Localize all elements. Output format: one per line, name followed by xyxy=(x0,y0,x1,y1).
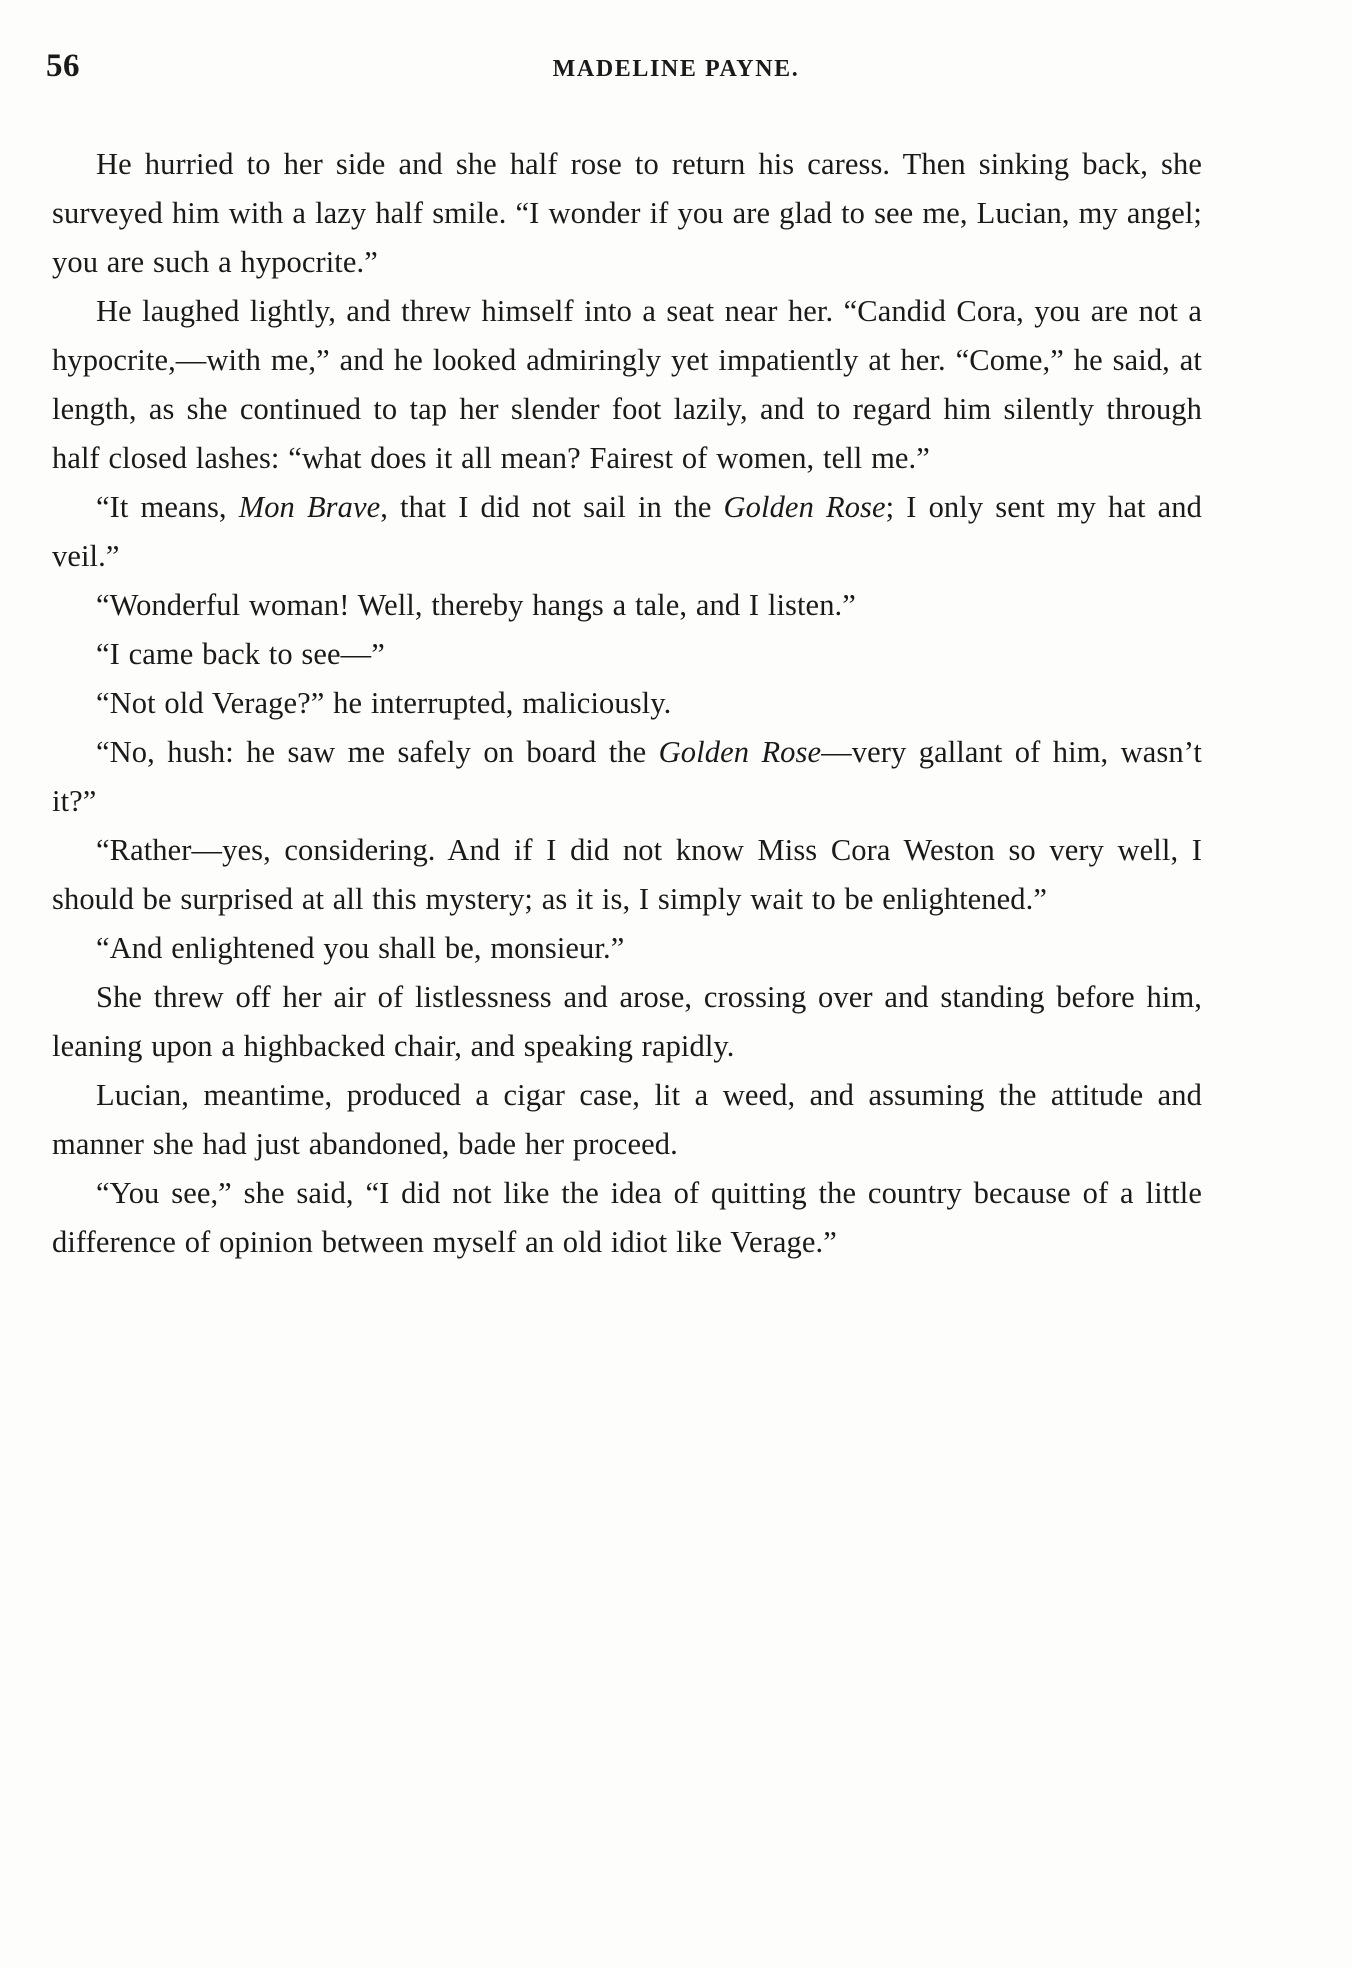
page-number: 56 xyxy=(46,48,80,84)
paragraph: “And enlightened you shall be, monsieur.” xyxy=(96,931,625,965)
paragraph: He hurried to her side and she half rose to return his caress. Then sinking back, she surveyed him with a lazy half smile. “I wonder if you are glad to see me, Lucian, my angel; you are such a hypocrite.” xyxy=(52,147,1202,279)
paragraph: “Rather—yes, considering. And if I did not know Miss Cora Weston so very well, I should be surprised at all this mystery; as it is, I simply wait to be enlightened.” xyxy=(52,833,1202,916)
paragraph: “Wonderful woman! Well, thereby hangs a tale, and I listen.” xyxy=(96,588,856,622)
paragraph: “Not old Verage?” he interrupted, maliciously. xyxy=(96,686,672,720)
paragraph: He laughed lightly, and threw himself into a seat near her. “Candid Cora, you are not a hypocrite,—with me,” and he looked admiringly yet impatiently at her. “Come,” he said, at length, as she continued to tap her slender foot lazily, and to regard him silently through half closed lashes: “what does it all mean? Fairest of women, tell me.” xyxy=(52,294,1202,475)
paragraph: “I came back to see—” xyxy=(96,637,385,671)
paragraph: “It means, Mon Brave, that I did not sail in the Golden Rose; I only sent my hat and veil.” xyxy=(52,490,1202,573)
paragraph: She threw off her air of listlessness and arose, crossing over and standing before him, leaning upon a highbacked chair, and speaking rapidly. xyxy=(52,980,1202,1063)
page-header xyxy=(0,48,1352,88)
page-body xyxy=(52,140,1202,1267)
running-head: MADELINE PAYNE. xyxy=(552,56,800,82)
paragraph: “No, hush: he saw me safely on board the Golden Rose—very gallant of him, wasn’t it?” xyxy=(52,735,1202,818)
paragraph: “You see,” she said, “I did not like the idea of quitting the country because of a little difference of opinion between myself an old idiot like Verage.” xyxy=(52,1176,1202,1259)
paragraph: Lucian, meantime, produced a cigar case, lit a weed, and assuming the attitude and manner she had just abandoned, bade her proceed. xyxy=(52,1078,1202,1161)
